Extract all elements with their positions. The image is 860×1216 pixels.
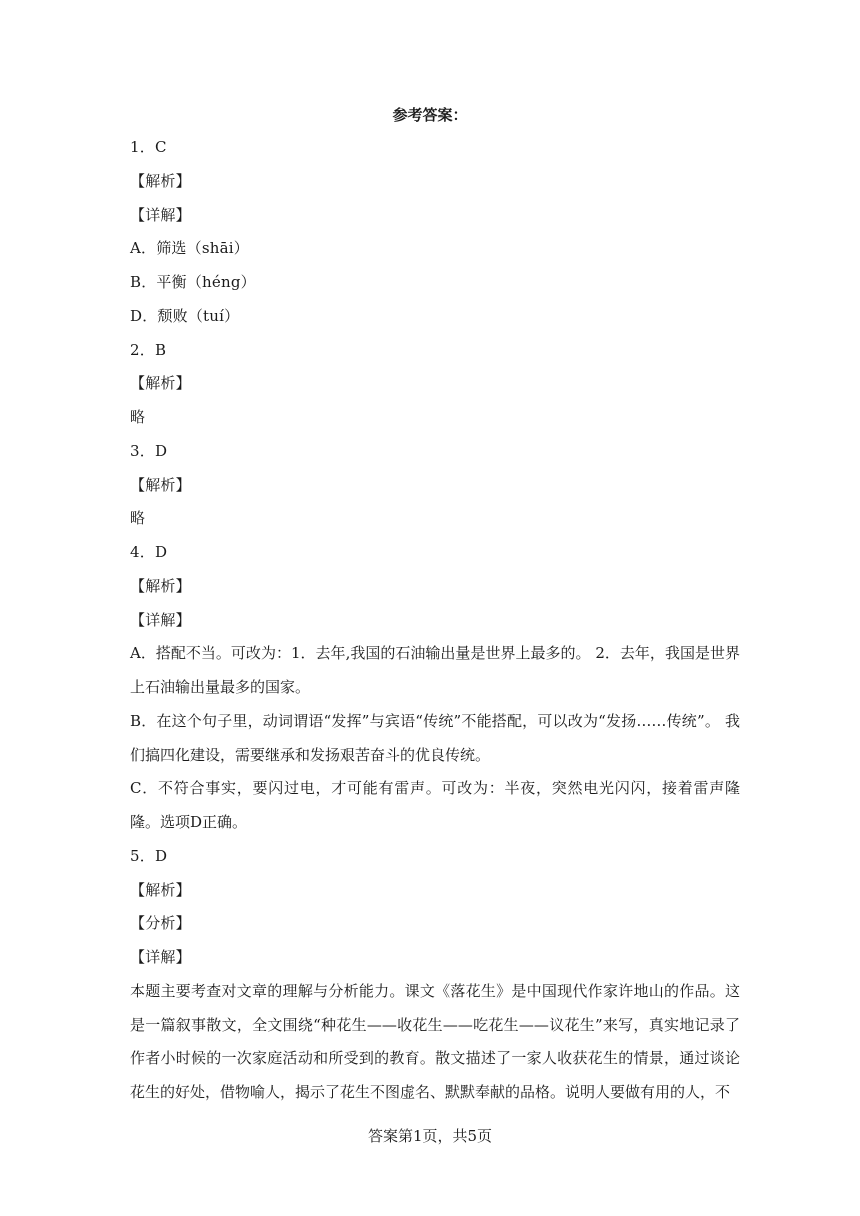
answer-q1: 1．C [130,138,167,156]
omitted-note: 略 [130,509,146,528]
section-xiangjie: 【详解】 [130,948,191,966]
omitted-note: 略 [130,408,146,426]
explanation-option-b: B．在这个句子里，动词谓语“发挥”与宾语“传统”不能搭配，可以改为“发扬……传统”。 我们搞四化建设，需要继承和发扬艰苦奋斗的优良传统。 [130,711,740,764]
section-xiangjie: 【详解】 [130,205,191,224]
page-title: 参考答案： [392,106,468,124]
answer-content [130,131,740,1110]
section-fenxi: 【分析】 [130,914,191,933]
explanation-option-c: C．不符合事实，要闪过电，才可能有雷声。可改为：半夜，突然电光闪闪，接着雷声隆隆。选项D正确。 [130,779,740,831]
explanation-option-a: A．搭配不当。可改为：1．去年,我国的石油输出量是世界上最多的。 2．去年，我国是世界上石油输出量最多的国家。 [130,644,740,696]
page-footer: 答案第1页，共5页 [367,1127,493,1145]
answer-q3: 3．D [130,441,168,460]
answer-q4: 4．D [130,543,168,561]
explanation-option-a: A．筛选（shāi） [130,239,249,258]
explanation-option-d: D．颓败（tuí） [130,306,240,325]
explanation-body: 本题主要考查对文章的理解与分析能力。课文《落花生》是中国现代作家许地山的作品。这是一篇叙事散文，全文围绕“种花生——收花生——吃花生——议花生”来写，真实地记录了作者小时候的一次家庭活动和所受到的教育。散文描述了一家人收获花生的情景，通过谈论花生的好处，借物喻人，揭示了花生不图虚名、默默奉献的品格。说明人要做有用的人，不 [130,981,740,1101]
section-jiexi: 【解析】 [130,374,191,393]
section-jiexi: 【解析】 [130,475,191,494]
section-xiangjie: 【详解】 [130,610,191,629]
section-jiexi: 【解析】 [130,880,191,899]
explanation-option-b: B．平衡（héng） [130,273,256,291]
answer-q2: 2．B [130,340,167,359]
section-jiexi: 【解析】 [130,171,191,190]
section-jiexi: 【解析】 [130,576,191,595]
answer-q5: 5．D [130,846,168,865]
